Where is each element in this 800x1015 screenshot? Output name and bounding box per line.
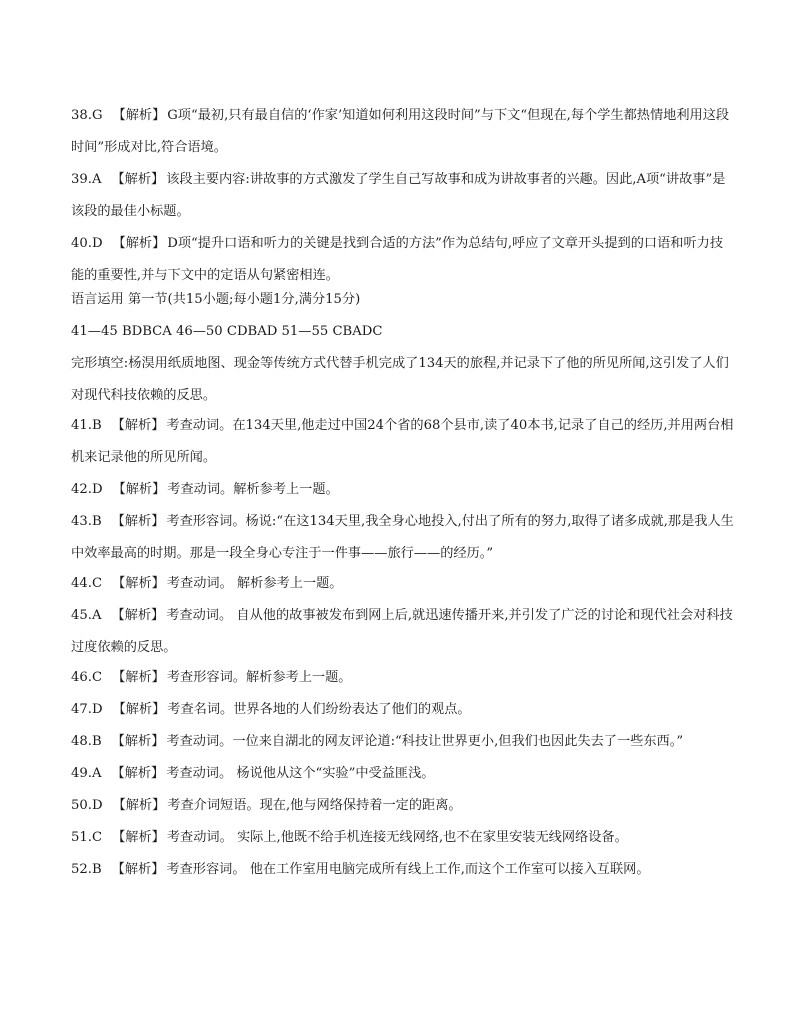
item-number: 44.C [71,576,103,591]
passage-summary: 完形填空:杨淏用纸质地图、现金等传统方式代替手机完成了134天的旅程,并记录下了他的所见所闻,这引发了人们对现代科技依赖的反思。 [71,356,729,403]
item-number: 48.B [71,734,102,749]
item-number: 49.A [71,766,102,781]
item-text: 考查动词。 实际上,他既不给手机连接无线网络,也不在家里安装无线网络设备。 [166,830,628,845]
explanation-item [71,506,736,570]
explanation-item [71,474,736,506]
item-number: 43.B [71,514,102,529]
item-number: 47.D [71,702,103,717]
item-number: 50.D [71,798,103,813]
explanation-item [71,726,736,758]
item-tag: 【解析】 [112,830,165,845]
item-tag: 【解析】 [111,862,165,877]
item-tag: 【解析】 [112,576,165,591]
item-text: D项“提升口语和听力的关键是找到合适的方法”作为总结句,呼应了文章开头提到的口语和听力技能的重要性,并与下文中的定语从句紧密相连。 [71,236,724,283]
item-text: G项“最初,只有最自信的‘作家’知道如何利用这段时间”与下文“但现在,每个学生都热情地利用这段时间”形成对比,符合语境。 [71,108,730,155]
item-tag: 【解析】 [112,702,166,717]
item-text: 考查动词。 杨说他从这个“实验”中受益匪浅。 [166,766,435,781]
item-tag: 【解析】 [112,236,166,251]
item-tag: 【解析】 [111,734,165,749]
explanation-item [71,790,736,822]
item-tag: 【解析】 [112,798,166,813]
item-tag: 【解析】 [112,670,165,685]
item-tag: 【解析】 [111,418,165,433]
item-tag: 【解析】 [111,766,165,781]
explanation-item [71,822,736,854]
item-text: 考查名词。世界各地的人们纷纷表达了他们的观点。 [167,702,471,717]
item-tag: 【解析】 [111,514,165,529]
section-header: 语言运用 第一节(共15小题;每小题1分,满分15分) [71,292,361,307]
item-text: 该段主要内容:讲故事的方式激发了学生自己写故事和成为讲故事者的兴趣。因此,A项“讲故事”是该段的最佳小标题。 [71,172,726,219]
explanation-item [71,100,736,164]
explanation-item [71,164,736,228]
item-text: 考查动词。 解析参考上一题。 [166,576,343,591]
item-number: 51.C [71,830,103,845]
item-text: 考查动词。解析参考上一题。 [167,482,339,497]
item-number: 38.G [71,108,103,123]
explanation-item [71,410,736,474]
answer-key: 41—45 BDBCA 46—50 CDBAD 51—55 CBADC [71,324,383,339]
explanation-item [71,758,736,790]
item-number: 40.D [71,236,103,251]
item-text: 考查形容词。解析参考上一题。 [166,670,352,685]
explanation-item [71,694,736,726]
item-number: 46.C [71,670,103,685]
item-tag: 【解析】 [111,608,165,623]
explanation-item [71,228,736,292]
item-tag: 【解析】 [112,482,166,497]
item-number: 52.B [71,862,102,877]
explanation-item [71,568,736,600]
item-number: 45.A [71,608,102,623]
item-number: 39.A [71,172,102,187]
item-tag: 【解析】 [112,108,166,123]
explanation-item [71,600,736,664]
item-text: 考查形容词。杨说:“在这134天里,我全身心地投入,付出了所有的努力,取得了诸多成就,那是我人生中效率最高的时期。那是一段全身心专注于一件事——旅行——的经历。” [71,514,734,561]
item-text: 考查动词。在134天里,他走过中国24个省的68个县市,读了40本书,记录了自己的经历,并用两台相机来记录他的所见所闻。 [71,418,734,465]
item-text: 考查动词。一位来自湖北的网友评论道:“科技让世界更小,但我们也因此失去了一些东西。” [166,734,684,749]
item-number: 41.B [71,418,102,433]
explanation-item [71,662,736,694]
item-tag: 【解析】 [111,172,165,187]
item-text: 考查介词短语。现在,他与网络保持着一定的距离。 [167,798,462,813]
item-number: 42.D [71,482,103,497]
item-text: 考查形容词。 他在工作室用电脑完成所有线上工作,而这个工作室可以接入互联网。 [166,862,650,877]
item-text: 考查动词。 自从他的故事被发布到网上后,就迅速传播开来,并引发了广泛的讨论和现代社会对科技过度依赖的反思。 [71,608,733,655]
explanation-item [71,854,736,886]
